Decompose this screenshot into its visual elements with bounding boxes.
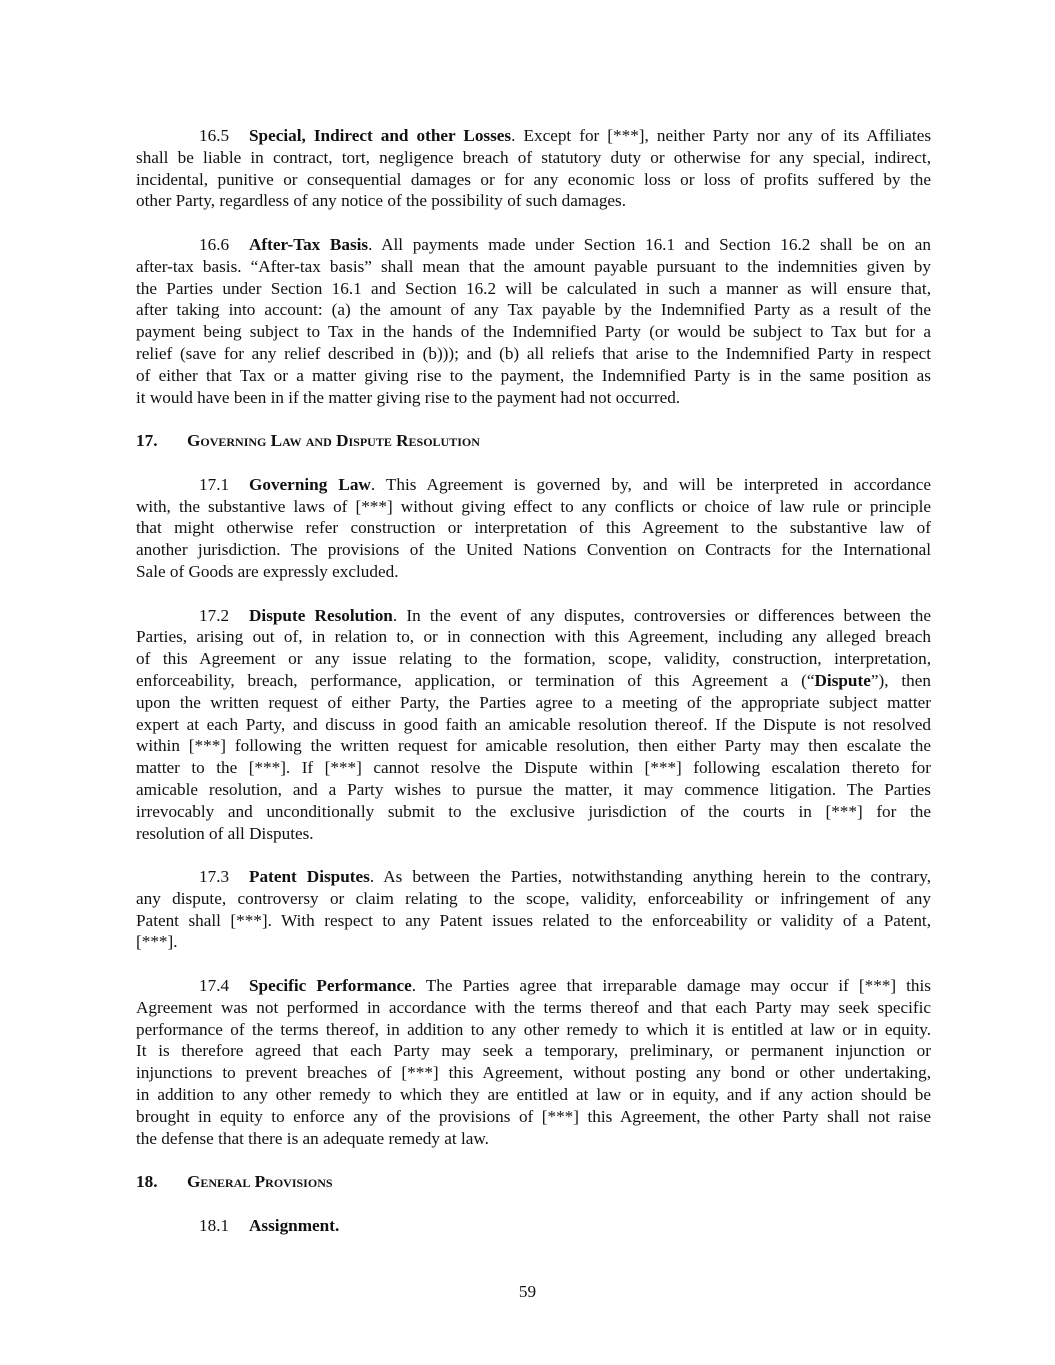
text-line [136,931,931,953]
line-text: the Parties under Section 16.1 and Section 16.2 will be calculated in such a manner as will ensure that, [136,278,931,298]
section-heading [136,1171,931,1193]
line-text: . As between the Parties, notwithstanding anything herein to the contrary, [369,867,931,887]
text-line [136,823,931,845]
text-line [136,757,931,779]
text-line [136,735,931,757]
line-text: relief (save for any relief described in (b))); and (b) all reliefs that arise to the Indemnified Party in respect [136,343,931,363]
text-line [136,343,931,365]
text-line [136,1106,931,1128]
text-line [136,474,931,496]
text-line [136,169,931,191]
line-text: amicable resolution, and a Party wishes to pursue the matter, it may commence litigation. The Parties [136,779,931,799]
clause-title: Dispute Resolution [249,605,393,625]
line-text: ”), then [870,670,931,690]
line-text: [***]. [136,932,178,952]
text-line [136,1019,931,1041]
clause-paragraph [136,866,931,953]
line-text: Sale of Goods are expressly excluded. [136,561,399,581]
text-line [136,975,931,997]
text-line [136,1040,931,1062]
clause-title: After-Tax Basis [249,234,369,254]
line-text: . In the event of any disputes, controversies or differences between the [392,605,932,625]
line-text: it would have been in if the matter giving rise to the payment had not occurred. [136,387,681,407]
text-line [136,997,931,1019]
line-text: payment being subject to Tax in the hands of the Indemnified Party (or would be subject to Tax but for a [136,322,931,342]
line-text: after taking into account: (a) the amount of any Tax payable by the Indemnified Party as a result of the [136,300,931,320]
page-number: 59 [518,1282,537,1301]
line-text: . All payments made under Section 16.1 and Section 16.2 shall be on an [368,234,931,254]
line-text: . This Agreement is governed by, and will be interpreted in accordance [370,474,931,494]
clause-paragraph [136,1215,931,1237]
text-line [136,365,931,387]
text-line [136,648,931,670]
text-line [136,561,931,583]
text-line [136,256,931,278]
line-text: Patent shall [***]. With respect to any Patent issues related to the enforceability or validity of a Patent, [136,910,931,930]
text-line [136,539,931,561]
line-text: matter to the [***]. If [***] cannot resolve the Dispute within [***] following escalation thereto for [136,758,931,778]
line-text: with, the substantive laws of [***] without giving effect to any conflicts or choice of law rule or principle [136,496,931,516]
line-text: expert at each Party, and discuss in good faith an amicable resolution thereof. If the Dispute is not resolved [136,714,931,734]
clause-number: 17.3 [199,867,230,887]
clause-paragraph [136,234,931,408]
clause-number: 17.1 [199,474,230,494]
defined-term: Dispute [814,670,871,690]
text-line [136,278,931,300]
line-text: enforceability, breach, performance, application, or termination of this Agreement a (“ [136,670,815,690]
line-text: after-tax basis. “After-tax basis” shall mean that the amount payable pursuant to the indemnities given by [136,256,931,276]
text-line [136,779,931,801]
line-text: resolution of all Disputes. [136,823,314,843]
section-title: General Provisions [187,1172,333,1192]
clause-paragraph [136,125,931,212]
clause-paragraph [136,605,931,845]
line-text: It is therefore agreed that each Party may seek a temporary, preliminary, or permanent injunction or [136,1041,931,1061]
clause-title: Patent Disputes [249,867,370,887]
text-line [136,910,931,932]
text-line [136,496,931,518]
clause-number: 16.6 [199,234,230,254]
text-line [136,888,931,910]
line-text: irrevocably and unconditionally submit to the exclusive jurisdiction of the courts in [***] for the [136,801,931,821]
clause-paragraph [136,474,931,583]
text-line [136,1062,931,1084]
line-text: of either that Tax or a matter giving rise to the payment, the Indemnified Party is in the same position as [136,365,931,385]
text-line [136,387,931,409]
text-line [136,692,931,714]
text-line [136,1215,931,1237]
line-text: another jurisdiction. The provisions of the United Nations Convention on Contracts for the International [136,540,931,560]
text-line [136,1084,931,1106]
text-line [136,866,931,888]
line-text: Parties, arising out of, in relation to, or in connection with this Agreement, including any alleged breach [136,627,931,647]
line-text: Agreement was not performed in accordance with the terms thereof and that each Party may seek specific [136,997,931,1017]
text-line [136,125,931,147]
clause-number: 17.4 [199,976,230,996]
text-line [136,234,931,256]
clause-number: 18.1 [199,1215,230,1235]
text-line [136,321,931,343]
text-line [136,190,931,212]
clause-title: Specific Performance [249,976,412,996]
line-text: in addition to any other remedy to which they are entitled at law or in equity, and if any action should be [136,1085,931,1105]
clause-number: 17.2 [199,605,230,625]
line-text: other Party, regardless of any notice of the possibility of such damages. [136,191,627,211]
section-number: 18. [136,1172,158,1192]
line-text: the defense that there is an adequate remedy at law. [136,1128,489,1148]
line-text: injunctions to prevent breaches of [***] this Agreement, without posting any bond or other undertaking, [136,1063,931,1083]
line-text: upon the written request of either Party, the Parties agree to a meeting of the appropriate subject matter [136,692,931,712]
line-text: of this Agreement or any issue relating to the formation, scope, validity, construction, interpretation, [136,649,931,669]
clause-title: Special, Indirect and other Losses [249,126,512,145]
section-title: Governing Law and Dispute Resolution [187,431,480,451]
text-line [136,147,931,169]
text-line [136,714,931,736]
clause-title: Assignment. [249,1215,340,1235]
document-body [136,125,931,1258]
section-heading [136,430,931,452]
line-text: performance of the terms thereof, in addition to any other remedy to which it is entitled at law or in equity. [136,1019,931,1039]
line-text: . The Parties agree that irreparable damage may occur if [***] this [411,976,931,996]
text-line [136,801,931,823]
text-line [136,1128,931,1150]
text-line [136,670,931,692]
line-text: incidental, punitive or consequential damages or for any economic loss or loss of profits suffered by the [136,169,931,189]
clause-number: 16.5 [199,126,230,145]
text-line [136,605,931,627]
line-text: any dispute, controversy or claim relating to the scope, validity, enforceability or infringement of any [136,888,931,908]
line-text: shall be liable in contract, tort, negligence breach of statutory duty or otherwise for any special, indirect, [136,147,931,167]
line-text: that might otherwise refer construction or interpretation of this Agreement to the substantive law of [136,518,931,538]
text-line [136,626,931,648]
line-text: . Except for [***], neither Party nor any of its Affiliates [511,126,932,145]
clause-paragraph [136,975,931,1149]
line-text: brought in equity to enforce any of the provisions of [***] this Agreement, the other Party shall not raise [136,1106,931,1126]
text-line [136,517,931,539]
clause-title: Governing Law [249,474,371,494]
text-line [136,299,931,321]
line-text: within [***] following the written request for amicable resolution, then either Party may then escalate the [136,736,931,756]
section-number: 17. [136,431,158,451]
